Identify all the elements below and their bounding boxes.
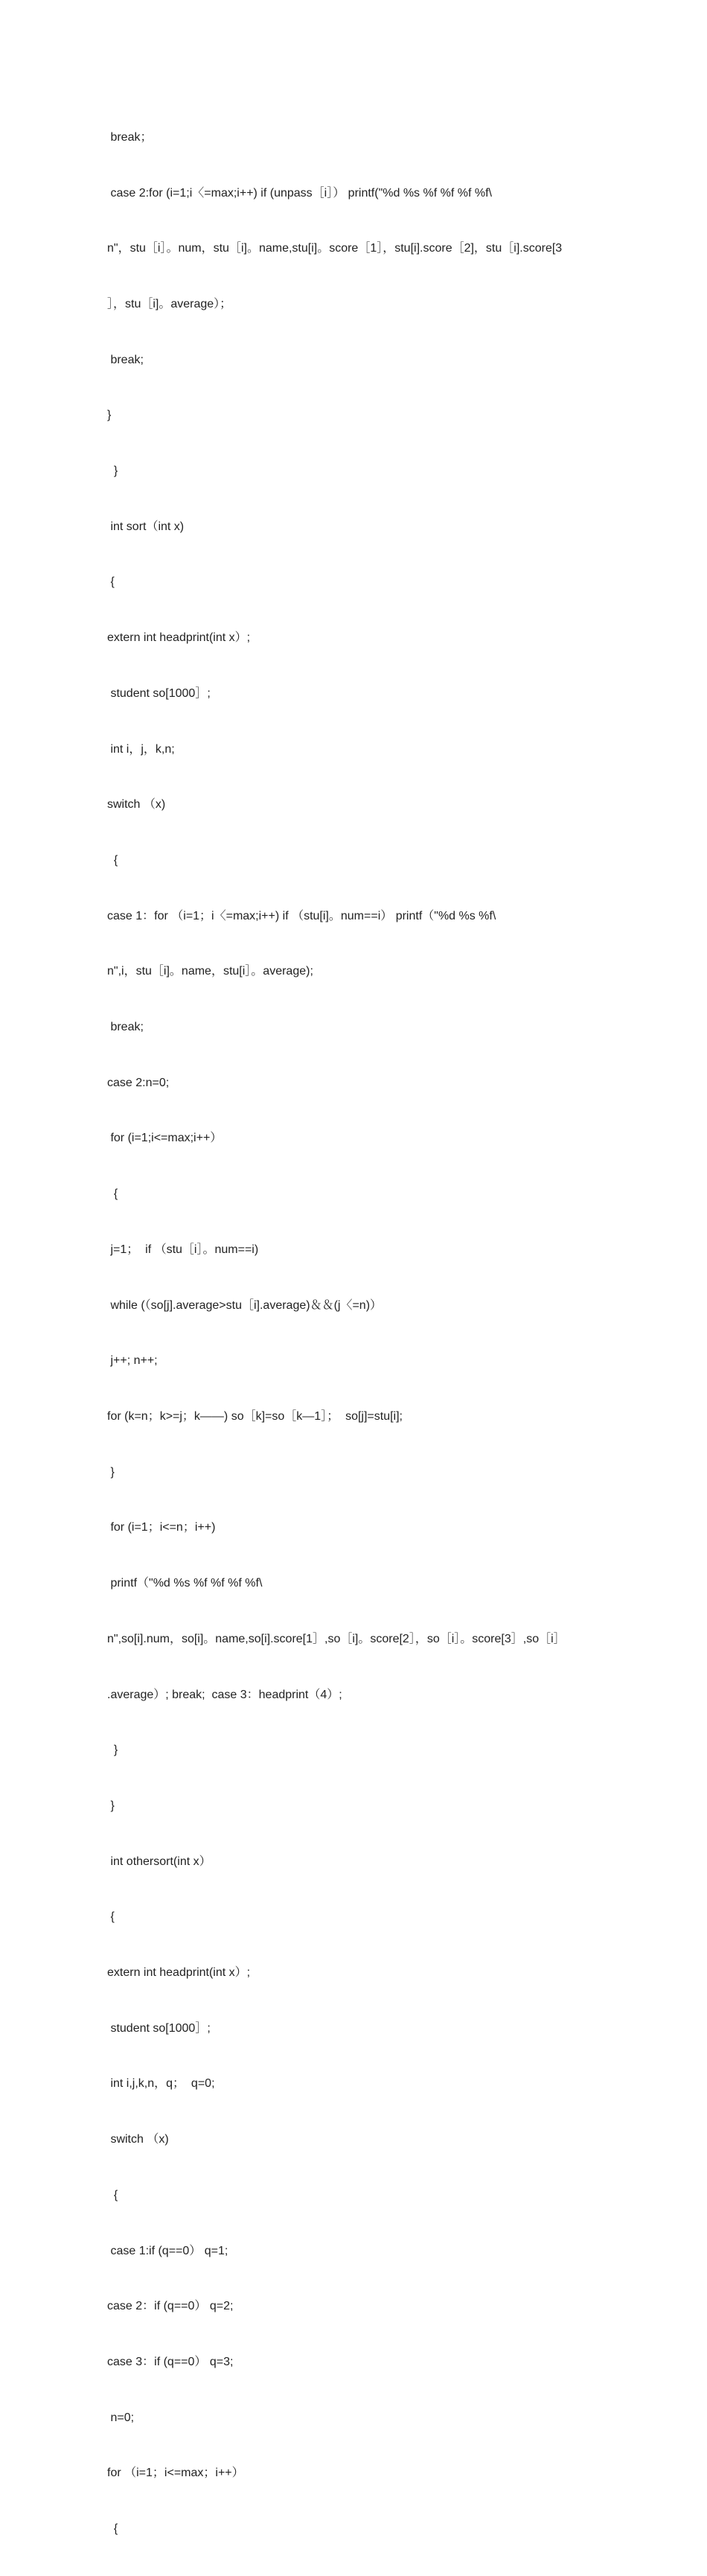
code-line: { [107, 853, 118, 867]
code-text-block [107, 92, 613, 2576]
code-line: for (i=1;i<=max;i++） [107, 1132, 223, 1145]
code-line: for （i=1；i<=max；i++） [107, 2467, 244, 2480]
code-line: n",so[i].num，so[i]。name,so[i].score[1］,so［i]。score[2］，so［i］。score[3］,so［i］ [107, 1632, 566, 1645]
code-line: extern int headprint(int x）; [107, 1966, 251, 1980]
code-line: } [107, 1465, 115, 1479]
code-line: } [107, 465, 118, 478]
code-line: ］，stu［i]。average）； [107, 297, 232, 310]
code-line: } [107, 1799, 115, 1812]
code-line: case 3：if (q==0） q=3; [107, 2355, 234, 2368]
code-line: for (k=n；k>=j；k——) so［k]=so［k—1］； so[j]=stu[i]; [107, 1409, 403, 1423]
code-line: case 2：if (q==0） q=2; [107, 2300, 234, 2313]
code-line: int i，j，k,n; [107, 742, 175, 756]
code-line: printf（"%d %s %f %f %f %f\ [107, 1577, 263, 1590]
code-line: break; [107, 1021, 144, 1034]
code-line: { [107, 2188, 118, 2202]
code-line: for (i=1；i<=n；i++) [107, 1521, 216, 1534]
code-line: .average）; break; case 3：headprint（4）; [107, 1688, 342, 1701]
code-line: n=0; [107, 2411, 135, 2424]
code-line: } [107, 1744, 118, 1757]
code-line: case 2:n=0; [107, 1076, 170, 1089]
code-line: student so[1000］; [107, 686, 211, 700]
code-line: case 2:for (i=1;i〈=max;i++) if (unpass［i］） printf("%d %s %f %f %f %f\ [107, 186, 492, 200]
code-line: int othersort(int x） [107, 1855, 211, 1868]
code-line: { [107, 2522, 118, 2536]
code-line: { [107, 1910, 115, 1924]
code-line: n",i，stu［i]。name，stu[i］。average); [107, 965, 313, 978]
code-line: int sort（int x) [107, 520, 185, 533]
code-line: case 1：for （i=1；i〈=max;i++) if （stu[i]。num==i） printf（"%d %s %f\ [107, 909, 496, 922]
code-line: } [107, 409, 112, 422]
code-line: n"，stu［i］。num，stu［i]。name,stu[i]。score［1］，stu[i].score［2]，stu［i].score[3 [107, 242, 563, 255]
code-line: { [107, 1187, 118, 1201]
code-line: break； [107, 130, 153, 144]
code-line: j++; n++; [107, 1354, 158, 1368]
code-line: { [107, 576, 115, 589]
code-line: switch （x) [107, 798, 166, 812]
code-line: j=1； if （stu［i］。num==i) [107, 1243, 259, 1256]
code-line: int i,j,k,n，q； q=0; [107, 2077, 215, 2091]
code-line: student so[1000］; [107, 2021, 211, 2035]
code-line: break; [107, 353, 144, 366]
code-line: case 1:if (q==0） q=1; [107, 2244, 228, 2257]
code-line: while (（so[j].average>stu［i].average)＆＆(j〈=n)） [107, 1298, 383, 1312]
code-line: switch （x) [107, 2133, 169, 2146]
code-line: extern int headprint(int x）; [107, 631, 251, 645]
